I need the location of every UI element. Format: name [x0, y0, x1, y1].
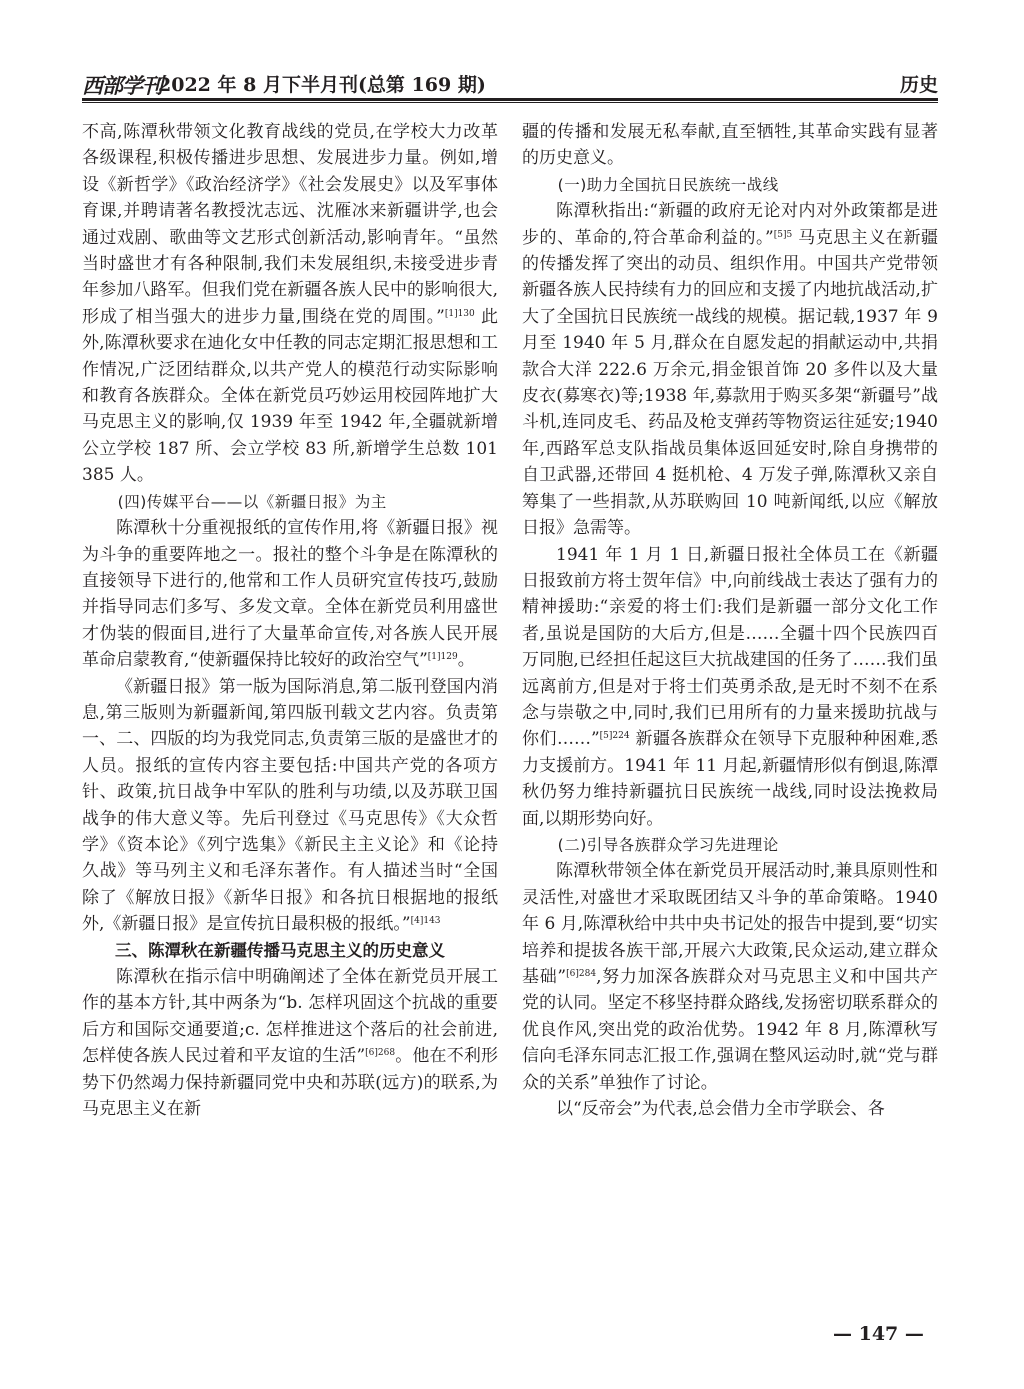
- paragraph: [522, 198, 938, 541]
- paragraph-text: 陈潭秋指出:“新疆的政府无论对内对外政策都是进步的、革命的,符合革命利益的。”: [522, 201, 938, 248]
- left-column: [82, 119, 498, 1122]
- citation: [5]5: [773, 229, 793, 240]
- paragraph: [82, 119, 498, 489]
- citation: [6]284: [566, 969, 597, 979]
- paragraph-text: 马克思主义在新疆的传播发挥了突出的动员、组织作用。中国共产党带领新疆各族人民持续有力的回应和支援了内地抗战活动,扩大了全国抗日民族统一战线的规模。据记载,1937 年 9 月至 1940 年 5 月,群众在自愿发起的捐献运动中,共捐款合大洋 222.6 万余元,捐金银首饰 20 多件以及大量皮衣(募寒衣)等;1938 年,募款用于购买多架“新疆号”战斗机,连同皮毛、药品及枪支弹药等物资运往延安;1940 年,西路军总支队指战员集体返回延安时,除自身携带的自卫武器,还带回 4 挺机枪、4 万发子弹,陈潭秋又亲自筹集了一些捐款,从苏联购回 10 吨新闻纸,以应《解放日报》急需等。: [522, 227, 938, 539]
- paragraph: 疆的传播和发展无私奉献,直至牺牲,其革命实践有显著的历史意义。: [522, 122, 938, 169]
- paragraph-text: 陈潭秋带领全体在新党员开展活动时,兼具原则性和灵活性,对盛世才采取既团结又斗争的革命策略。1940 年 6 月,陈潭秋给中共中央书记处的报告中提到,要“切实培养和提拔各族干部,开展六大政策,民众运动,建立群众基础”: [522, 861, 938, 987]
- subsection-heading: (二)引导各族群众学习先进理论: [557, 835, 779, 854]
- citation: [1]129: [427, 652, 458, 663]
- paragraph-text: 陈潭秋在指示信中明确阐述了全体在新党员开展工作的基本方针,其中两条为“b. 怎样巩固这个抗战的重要后方和国际交通要道;c. 怎样推进这个落后的社会前进,怎样使各族人民过着和平友谊的生活”: [82, 967, 498, 1067]
- paragraph-text: 。他在不利形势下仍然竭力保持新疆同党中央和苏联(远方)的联系,为马克思主义在新: [82, 1046, 498, 1120]
- journal-logo: 西部学刊: [82, 73, 162, 98]
- header-rule: [82, 98, 938, 101]
- paragraph: [82, 515, 498, 673]
- citation: [6]268: [365, 1048, 396, 1059]
- page-number: — 147 —: [833, 1323, 924, 1345]
- section-heading: 三、陈潭秋在新疆传播马克思主义的历史意义: [115, 940, 445, 960]
- paragraph-text: 不高,陈潭秋带领文化教育战线的党员,在学校大力改革各级课程,积极传播进步思想、发展进步力量。例如,增设《新哲学》《政治经济学》《社会发展史》以及军事体育课,并聘请著名教授沈志远、沈雁冰来新疆讲学,也会通过戏剧、歌曲等文艺形式创新活动,影响青年。“虽然当时盛世才有各种限制,我们未发展组织,未接受进步青年参加八路军。但我们党在新疆各族人民中的影响很大,形成了相当强大的进步力量,围绕在党的周围。”: [82, 122, 498, 327]
- section-name: 历史: [899, 74, 938, 96]
- paragraph: 以“反帝会”为代表,总会借力全市学联会、各: [556, 1099, 885, 1120]
- paragraph-text: 《新疆日报》第一版为国际消息,第二版刊登国内消息,第三版则为新疆新闻,第四版刊载文艺内容。负责第一、二、四版的均为我党同志,负责第三版的是盛世才的人员。报纸的宣传内容主要包括:中国共产党的各项方针、政策,抗日战争中军队的胜利与功绩,以及苏联卫国战争的伟大意义等。先后刊登过《马克思传》《大众哲学》《资本论》《列宁选集》《新民主主义论》和《论持久战》等马列主义和毛泽东著作。有人描述当时“全国除了《解放日报》《新华日报》和各抗日根据地的报纸外,《新疆日报》是宣传抗日最积极的报纸。”: [82, 676, 498, 935]
- issue-info: 2022 年 8 月下半月刊(总第 169 期): [158, 74, 486, 96]
- paragraph: [522, 858, 938, 1096]
- header-rule-thin: [82, 102, 938, 103]
- paragraph-text: 陈潭秋十分重视报纸的宣传作用,将《新疆日报》视为斗争的重要阵地之一。报社的整个斗争是在陈潭秋的直接领导下进行的,他常和工作人员研究宣传技巧,鼓励并指导同志们多写、多发文章。全体在新党员利用盛世才伪装的假面目,进行了大量革命宣传,对各族人民开展革命启蒙教育,“使新疆保持比较好的政治空气”: [82, 518, 498, 671]
- paragraph: [82, 964, 498, 1122]
- paragraph: [82, 674, 498, 938]
- paragraph-text: ,努力加深各族群众对马克思主义和中国共产党的认同。坚定不移坚持群众路线,发扬密切联系群众的优良作风,突出党的政治优势。1942 年 8 月,陈潭秋写信向毛泽东同志汇报工作,强调在整风运动时,就“党与群众的关系”单独作了讨论。: [522, 967, 938, 1093]
- right-column: [522, 119, 938, 1122]
- page-header: [82, 68, 938, 100]
- citation: [1]130: [444, 308, 475, 319]
- paragraph-text: 此外,陈潭秋要求在迪化女中任教的同志定期汇报思想和工作情况,广泛团结群众,以共产党人的模范行动实际影响和教育各族群众。全体在新党员巧妙运用校园阵地扩大马克思主义的影响,仅 1939 年至 1942 年,全疆就新增公立学校 187 所、会立学校 83 所,新增学生总数 101385 人。: [82, 306, 498, 486]
- paragraph-text: 。: [457, 650, 475, 671]
- citation: [5]224: [599, 731, 630, 742]
- paragraph: [522, 542, 938, 832]
- paragraph-text: 1941 年 1 月 1 日,新疆日报社全体员工在《新疆日报致前方将士贺年信》中,向前线战士表达了强有力的精神援助:“亲爱的将士们:我们是新疆一部分文化工作者,虽说是国防的大后方,但是……全疆十四个民族四百万同胞,已经担任起这巨大抗战建国的任务了……我们虽远离前方,但是对于将士们英勇杀敌,是无时不刻不在系念与崇敬之中,同时,我们已用所有的力量来援助抗战与你们……”: [522, 544, 938, 750]
- citation: [4]143: [410, 916, 441, 927]
- subsection-heading: (四)传媒平台——以《新疆日报》为主: [117, 492, 387, 511]
- paragraph-text: 新疆各族群众在领导下克服种种困难,悉力支援前方。1941 年 11 月起,新疆情形似有倒退,陈潭秋仍努力维持新疆抗日民族统一战线,同时设法挽救局面,以期形势向好。: [522, 729, 938, 829]
- subsection-heading: (一)助力全国抗日民族统一战线: [557, 175, 779, 194]
